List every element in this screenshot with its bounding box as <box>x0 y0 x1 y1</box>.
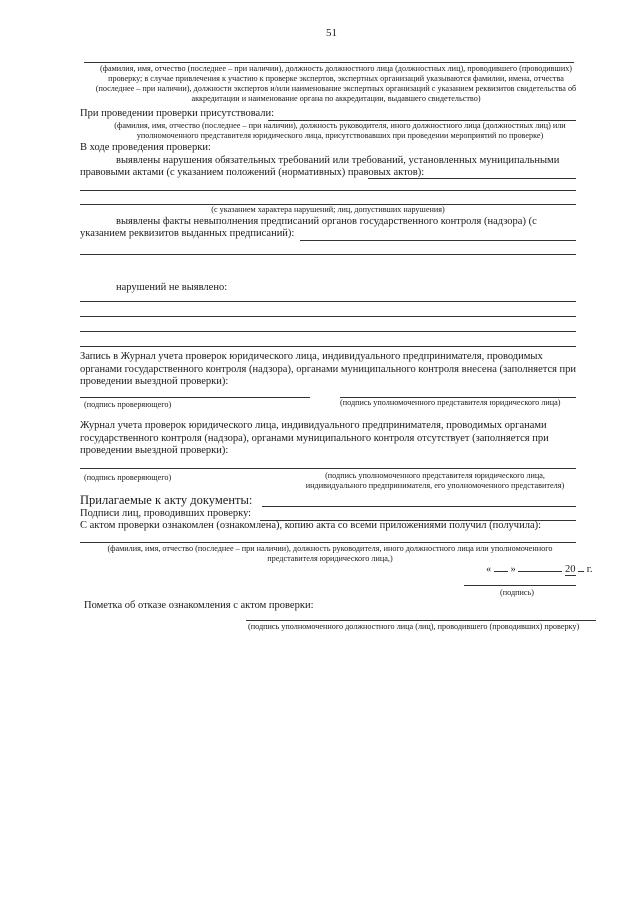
journal-absent-line: проведении выездной проверки): <box>80 445 229 456</box>
fill-line <box>300 240 576 241</box>
fill-line <box>80 542 576 543</box>
caption-acquainted <box>80 544 580 564</box>
journal-absent-line: государственного контроля (надзора), органами муниципального контроля отсутствует (заполняется при <box>80 432 549 444</box>
journal-absent-line: Журнал учета проверок юридического лица, индивидуального предпринимателя, проводимых органами <box>80 420 547 431</box>
date-year-prefix: 20 <box>565 564 576 575</box>
date-field <box>486 564 593 575</box>
caption-line: (фамилия, имя, отчество (последнее – при наличии), должность руководителя, иного должностного лица или уполномоченного <box>107 544 553 553</box>
journal-absent-text <box>80 420 549 458</box>
sig-inspector-caption-2: (подпись проверяющего) <box>84 473 172 482</box>
orders-text-1: выявлены факты невыполнения предписаний органов государственного контроля (надзора) (с <box>116 216 537 227</box>
fill-line <box>84 62 574 63</box>
journal-entry-text <box>80 351 576 389</box>
date-year-suffix: г. <box>586 564 593 575</box>
sig-representative-caption-2 <box>290 471 580 491</box>
caption-line: представителя юридического лица,) <box>267 554 393 563</box>
acquainted-text: С актом проверки ознакомлен (ознакомлена), копию акта со всеми приложениями получил (получила): <box>80 520 542 531</box>
caption-line: (фамилия, имя, отчество (последнее – при наличии), должность должностного лица (должностных лиц), проводившего (проводивших) <box>99 64 573 73</box>
refusal-label: Пометка об отказе ознакомления с актом проверки: <box>84 600 314 611</box>
page-number: 51 <box>326 27 337 39</box>
caption-line: уполномоченного представителя юридического лица, присутствовавших при проведении мероприятий по проверке) <box>136 131 544 140</box>
violations-text-1: выявлены нарушения обязательных требований или требований, установленных муниципальными <box>116 155 560 166</box>
fill-line <box>464 585 576 586</box>
fill-line <box>80 397 310 398</box>
fill-line <box>262 506 576 507</box>
violations-text-2: правовыми актами (с указанием положений (нормативных) правовых актов): <box>80 167 425 178</box>
fill-line <box>80 254 576 255</box>
fill-line <box>246 620 596 621</box>
during-check-heading: В ходе проведения проверки: <box>80 142 211 153</box>
caption-line: (фамилия, имя, отчество (последнее – при наличии), должность руководителя, иного должностного лица (должностных лиц) или <box>114 121 566 130</box>
fill-line <box>80 331 576 332</box>
date-open-quote: « <box>486 564 492 575</box>
signatures-label: Подписи лиц, проводивших проверку: <box>80 508 252 519</box>
caption-signature: (подпись) <box>500 588 534 597</box>
caption-refusal: (подпись уполномоченного должностного лица (лиц), проводившего (проводивших) проверку) <box>248 622 580 631</box>
fill-line <box>80 301 576 302</box>
journal-entry-line: проведении выездной проверки): <box>80 376 229 387</box>
sig-inspector-caption-1: (подпись проверяющего) <box>84 400 172 409</box>
fill-line <box>80 468 576 469</box>
fill-line <box>80 190 576 191</box>
caption-line: (подпись уполномоченного представителя юридического лица, <box>325 471 545 480</box>
no-violations-text: нарушений не выявлено: <box>116 282 228 293</box>
fill-line <box>80 346 576 347</box>
caption-violations: (с указанием характера нарушений; лиц, допустивших нарушения) <box>211 205 445 214</box>
sig-representative-caption-1: (подпись уполномоченного представителя юридического лица) <box>340 398 561 407</box>
caption-line: аккредитации и наименование органа по аккредитации, выдавшего свидетельство) <box>191 94 481 103</box>
caption-present <box>90 121 590 141</box>
fill-line <box>368 178 576 179</box>
fill-line <box>80 316 576 317</box>
caption-line: (последнее – при наличии), должности экспертов и/или наименование экспертных организаций с указанием реквизитов свидетельства об <box>95 84 577 93</box>
attached-documents-label: Прилагаемые к акту документы: <box>80 493 253 507</box>
present-label: При проведении проверки присутствовали: <box>80 108 275 119</box>
caption-line: проверку; в случае привлечения к участию к проверке экспертов, экспертных организаций указываются фамилии, имена, отчества <box>108 74 564 83</box>
date-close-quote: » <box>510 564 516 575</box>
orders-text-2: указанием реквизитов выданных предписаний): <box>80 228 295 239</box>
date-day-blank <box>494 571 508 572</box>
journal-entry-line: органами государственного контроля (надзора), органами муниципального контроля внесена (заполняется при <box>80 363 577 375</box>
caption-line: индивидуального предпринимателя, его уполномоченного представителя) <box>305 481 565 490</box>
date-year-blank <box>578 571 584 572</box>
date-month-blank <box>518 571 562 572</box>
journal-entry-line: Запись в Журнал учета проверок юридического лица, индивидуального предпринимателя, проводимых <box>80 351 543 362</box>
caption-inspector <box>78 64 594 104</box>
